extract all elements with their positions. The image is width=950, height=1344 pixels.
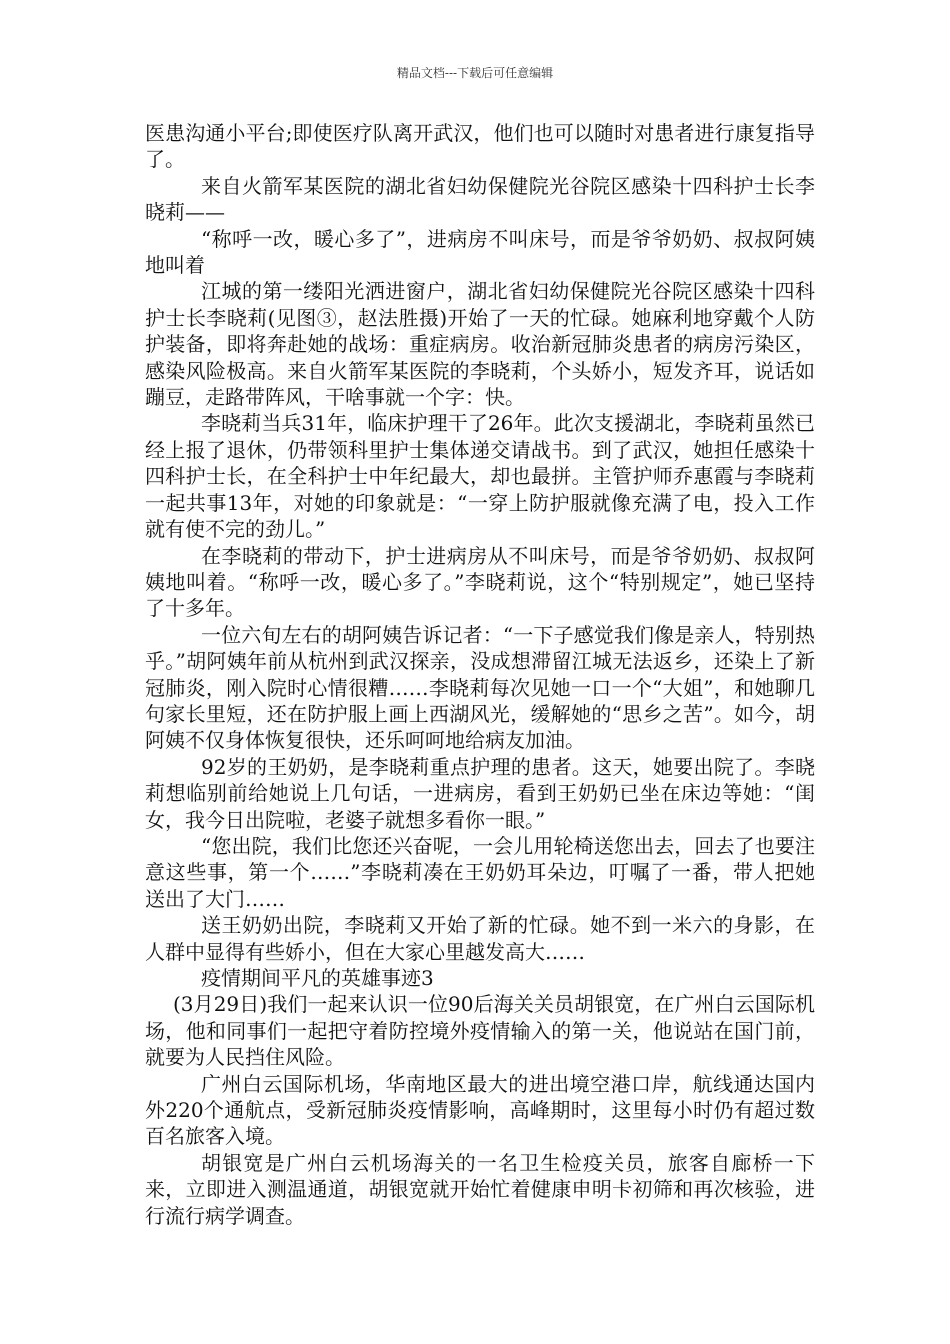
section-heading: 疫情期间平凡的英雄事迹3 (201, 966, 434, 990)
page-header: 精品文档---下载后可任意编辑 (396, 66, 554, 80)
paragraph: “称呼一改，暖心多了”，进病房不叫床号，而是爷爷奶奶、叔叔阿姨地叫着 (145, 226, 815, 278)
paragraph: 江城的第一缕阳光洒进窗户，湖北省妇幼保健院光谷院区感染十四科护士长李晓莉(见图③，赵法胜摄)开始了一天的忙碌。她麻利地穿戴个人防护装备，即将奔赴她的战场：重症病房。收治新冠肺炎患者的病房污染区，感染风险极高。来自火箭军某医院的李晓莉，个头娇小，短发齐耳，说话如蹦豆，走路带阵风，干啥事就一个字：快。 (145, 279, 815, 410)
paragraph: 来自火箭军某医院的湖北省妇幼保健院光谷院区感染十四科护士长李晓莉—— (145, 173, 815, 225)
paragraph: 广州白云国际机场，华南地区最大的进出境空港口岸，航线通达国内外220个通航点，受新冠肺炎疫情影响，高峰期时，这里每小时仍有超过数百名旅客入境。 (145, 1071, 815, 1149)
paragraph: “您出院，我们比您还兴奋呢，一会儿用轮椅送您出去，回去了也要注意这些事，第一个……”李晓莉凑在王奶奶耳朵边，叮嘱了一番，带人把她送出了大门…… (145, 833, 815, 911)
paragraph: 在李晓莉的带动下，护士进病房从不叫床号，而是爷爷奶奶、叔叔阿姨地叫着。“称呼一改，暖心多了。”李晓莉说，这个“特别规定”，她已坚持了十多年。 (145, 543, 815, 621)
paragraph: 医患沟通小平台;即使医疗队离开武汉，他们也可以随时对患者进行康复指导了。 (145, 121, 815, 172)
paragraph: 送王奶奶出院，李晓莉又开始了新的忙碌。她不到一米六的身影，在人群中显得有些娇小，但在大家心里越发高大…… (145, 913, 815, 964)
paragraph: 一位六旬左右的胡阿姨告诉记者：“一下子感觉我们像是亲人，特别热乎。”胡阿姨年前从杭州到武汉探亲，没成想滞留江城无法返乡，还染上了新冠肺炎，刚入院时心情很糟……李晓莉每次见她一口一个“大姐”，和她聊几句家长里短，还在防护服上画上西湖风光，缓解她的“思乡之苦”。如今，胡阿姨不仅身体恢复很快，还乐呵呵地给病友加油。 (145, 622, 815, 753)
document-body (145, 120, 815, 1229)
paragraph: 92岁的王奶奶，是李晓莉重点护理的患者。这天，她要出院了。李晓莉想临别前给她说上几句话，一进病房，看到王奶奶已坐在床边等她：“闺女，我今日出院啦，老婆子就想多看你一眼。” (145, 754, 815, 832)
paragraph: 胡银宽是广州白云机场海关的一名卫生检疫关员，旅客自廊桥一下来，立即进入测温通道，胡银宽就开始忙着健康申明卡初筛和再次核验，进行流行病学调查。 (145, 1150, 815, 1228)
paragraph: (3月29日)我们一起来认识一位90后海关关员胡银宽，在广州白云国际机场，他和同事们一起把守着防控境外疫情输入的第一关，他说站在国门前，就要为人民挡住风险。 (145, 992, 815, 1070)
paragraph: 李晓莉当兵31年，临床护理干了26年。此次支援湖北，李晓莉虽然已经上报了退休，仍带领科里护士集体递交请战书。到了武汉，她担任感染十四科护士长，在全科护士中年纪最大，却也最拼。主管护师乔惠霞与李晓莉一起共事13年，对她的印象就是：“一穿上防护服就像充满了电，投入工作就有使不完的劲儿。” (145, 411, 815, 542)
